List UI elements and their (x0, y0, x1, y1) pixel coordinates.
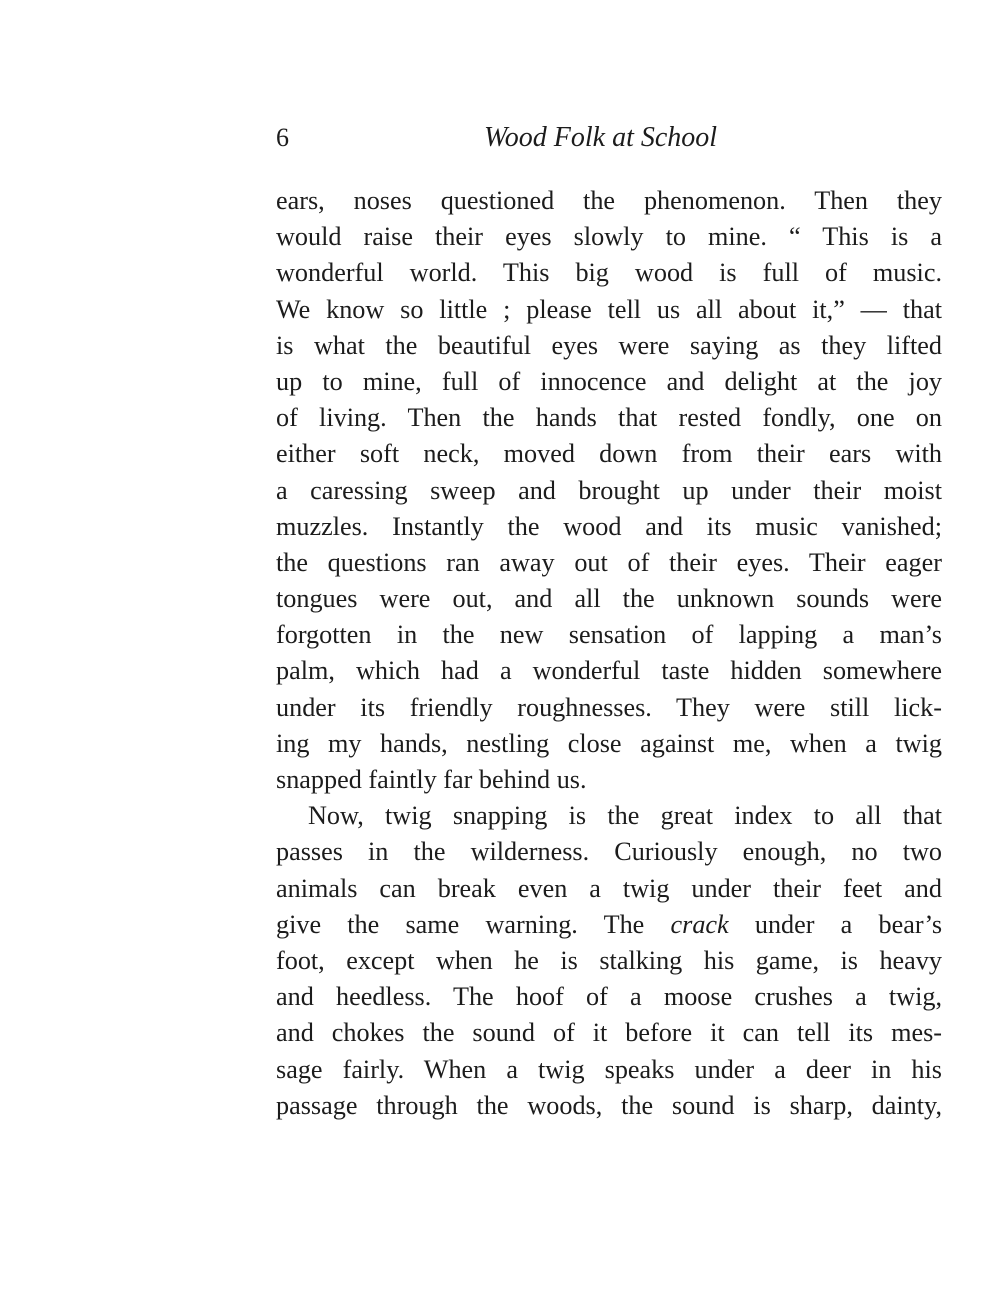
text-line-with-italic (276, 907, 942, 943)
body-text (276, 183, 942, 1124)
text-line: under its friendly roughnesses. They were still lick- (276, 692, 942, 722)
paragraph-2 (276, 798, 942, 1124)
page-number: 6 (276, 123, 289, 152)
text-line: ears, noses questioned the phenomenon. Then they (276, 186, 942, 215)
text-line: muzzles. Instantly the wood and its music vanished; (276, 511, 942, 541)
text-segment: under a bear’s (754, 909, 943, 939)
text-line: of living. Then the hands that rested fondly, one on (276, 403, 942, 433)
running-title: Wood Folk at School (484, 122, 718, 153)
italic-word: crack (670, 909, 729, 939)
text-line: the questions ran away out of their eyes. Their eager (276, 547, 942, 577)
text-line: either soft neck, moved down from their ears with (276, 439, 942, 469)
text-line: would raise their eyes slowly to mine. “ This is a (276, 222, 942, 252)
text-line: snapped faintly far behind us. (276, 765, 587, 794)
text-line: Now, twig snapping is the great index to all that (308, 801, 942, 831)
text-segment: give the same warning. The (276, 909, 645, 939)
text-line: forgotten in the new sensation of lapping a man’s (276, 620, 942, 650)
text-line: is what the beautiful eyes were saying as they lifted (276, 330, 942, 360)
text-line: up to mine, full of innocence and delight at the joy (276, 366, 942, 396)
text-line: palm, which had a wonderful taste hidden somewhere (276, 656, 942, 686)
text-line: ing my hands, nestling close against me, when a twig (276, 728, 942, 758)
paragraph-1 (276, 183, 942, 798)
running-head (276, 118, 942, 158)
text-line: wonderful world. This big wood is full of music. (276, 258, 942, 288)
text-line: a caressing sweep and brought up under their moist (276, 475, 942, 505)
text-line: foot, except when he is stalking his game, is heavy (276, 945, 942, 975)
text-line: and heedless. The hoof of a moose crushes a twig, (276, 982, 942, 1012)
text-line: tongues were out, and all the unknown sounds were (276, 584, 942, 614)
text-line: sage fairly. When a twig speaks under a deer in his (276, 1054, 942, 1084)
text-line: animals can break even a twig under their feet and (276, 873, 942, 903)
text-line: passes in the wilderness. Curiously enough, no two (276, 837, 942, 867)
text-line: We know so little ; please tell us all about it,” — that (276, 294, 942, 324)
text-line: and chokes the sound of it before it can tell its mes- (276, 1018, 942, 1048)
text-line: passage through the woods, the sound is sharp, dainty, (276, 1090, 942, 1120)
